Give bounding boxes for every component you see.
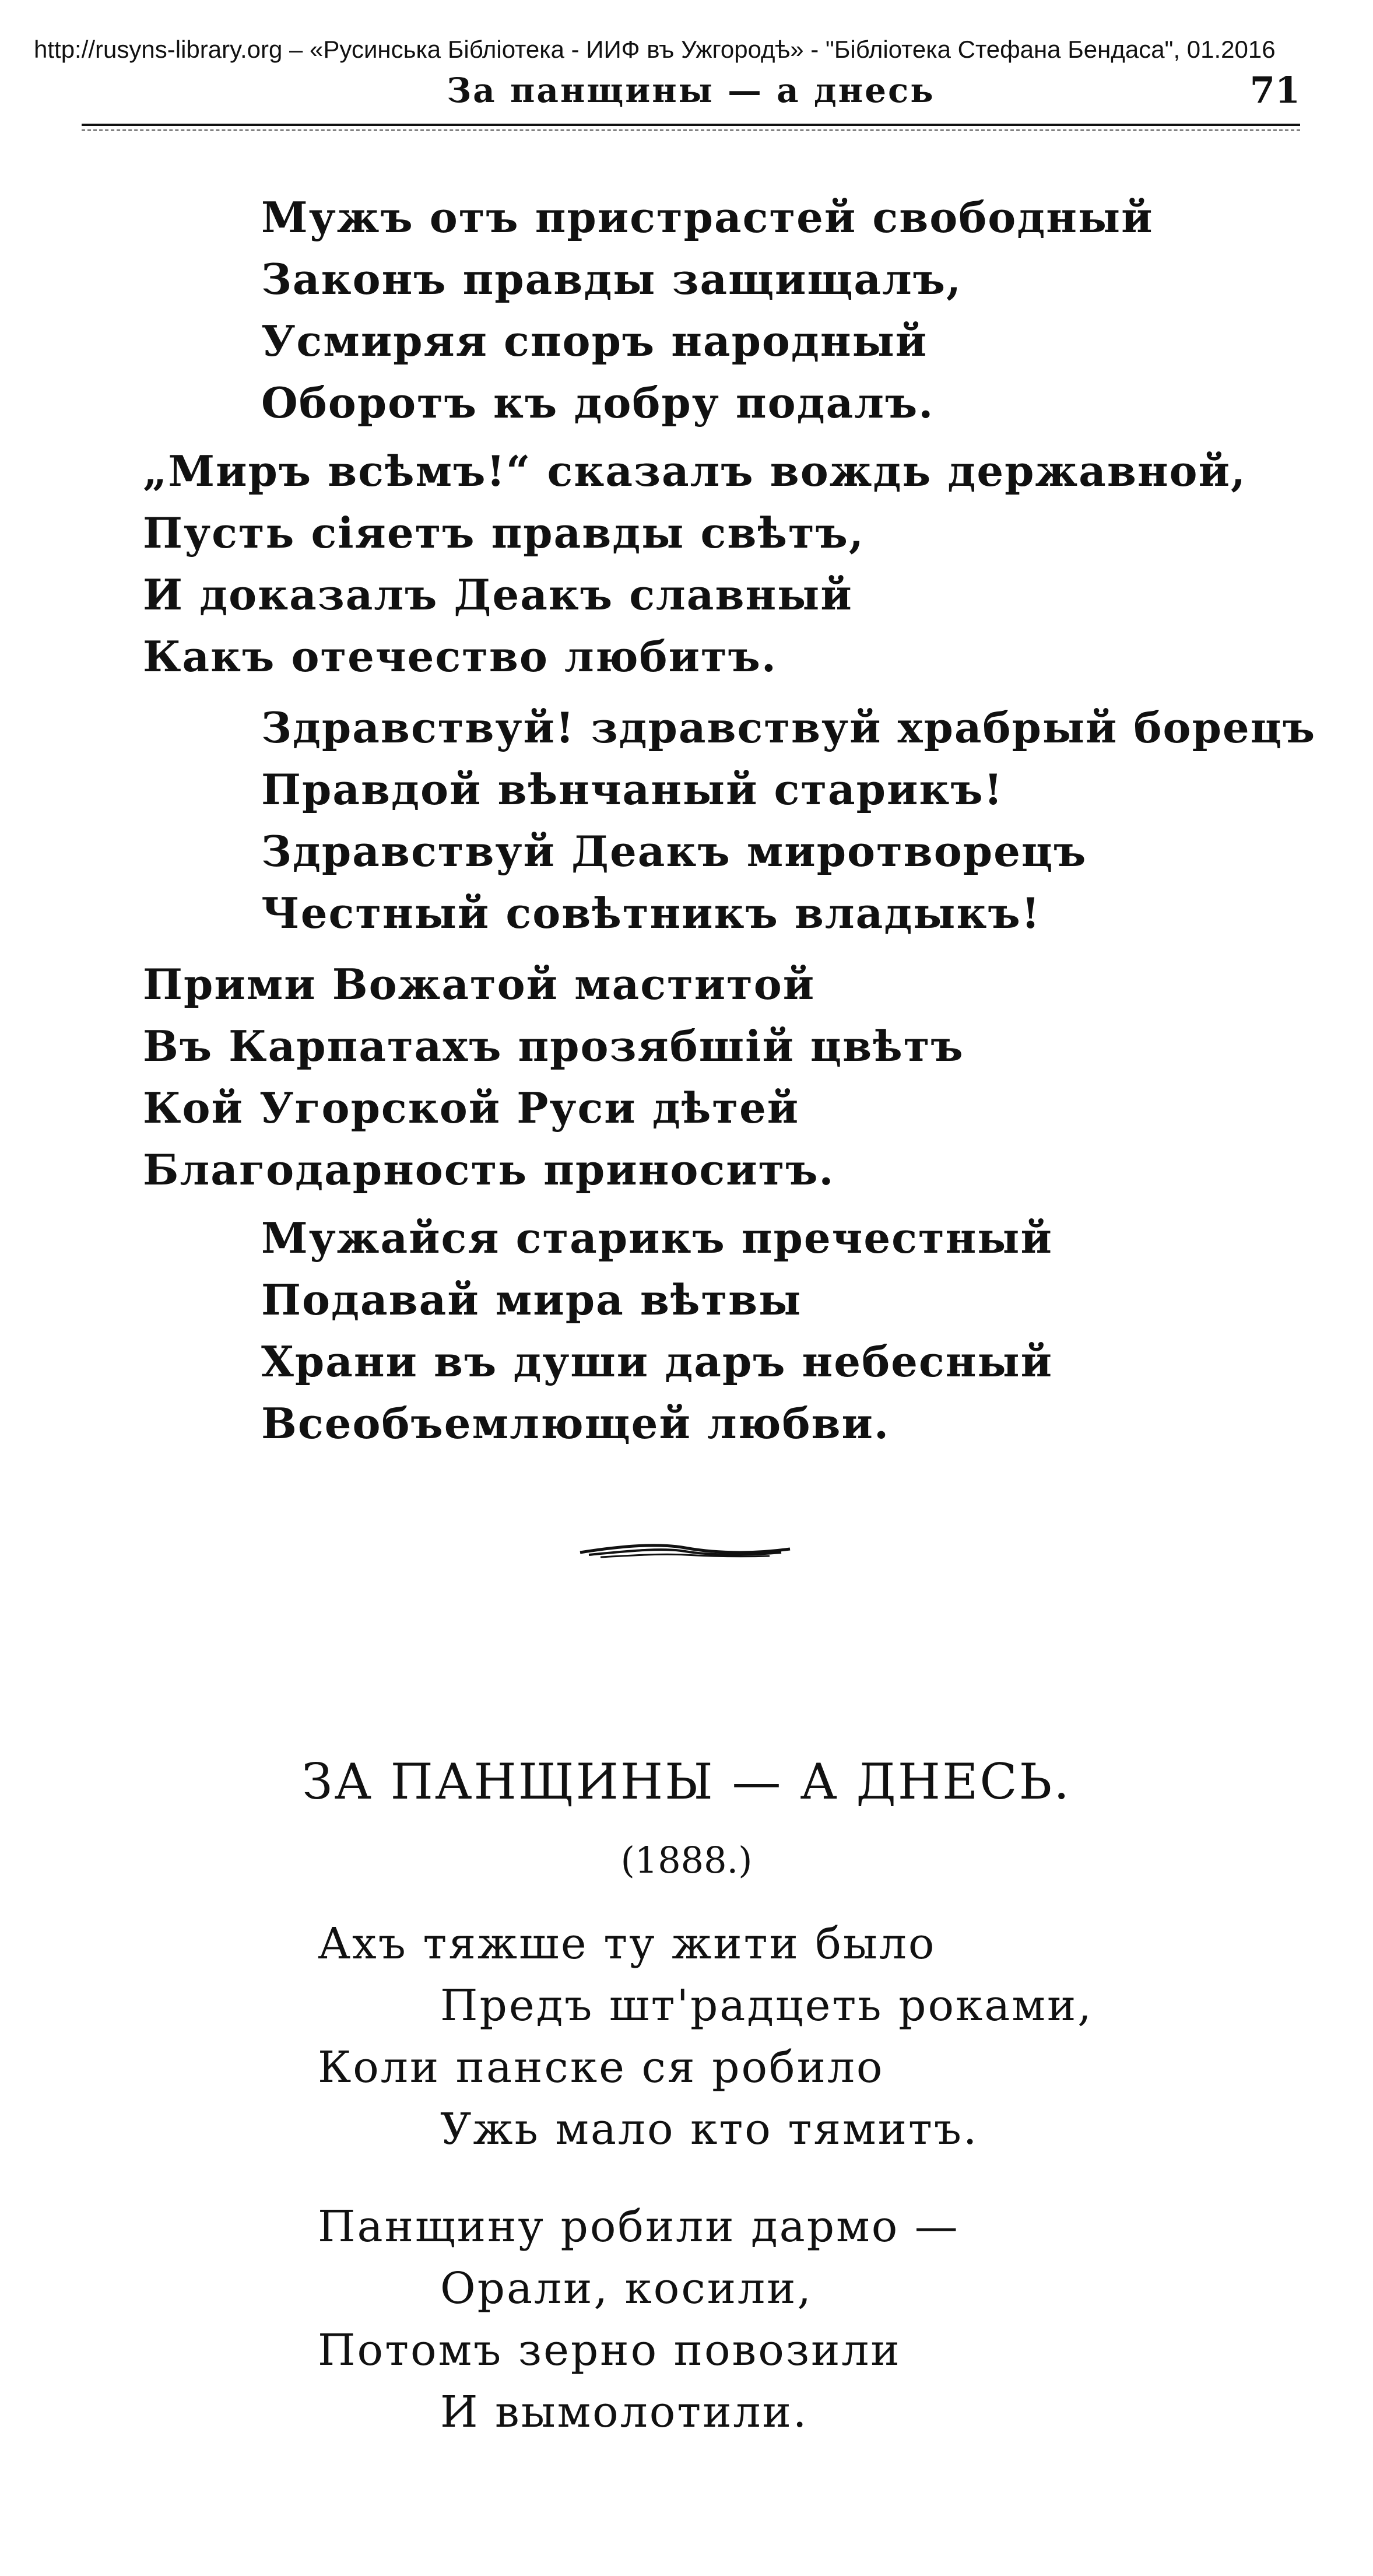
verse-line: Панщину робили дармо — <box>318 2202 960 2252</box>
poem-year: (1888.) <box>620 1839 753 1881</box>
verse-line: Коли панске ся робило <box>318 2042 884 2093</box>
verse-line: Законъ правды защищалъ, <box>261 254 963 304</box>
poem2-stanza-2 <box>318 2196 960 2443</box>
poem1-stanza-3 <box>261 697 1316 944</box>
poem1-stanza-4 <box>143 954 964 1201</box>
verse-line: Въ Карпатахъ прозябшій цвѣтъ <box>143 1021 964 1071</box>
poem1-stanza-2 <box>143 440 1246 688</box>
verse-line: Какъ отечество любитъ. <box>143 632 777 681</box>
verse-line: Кой Угорской Руси дѣтей <box>143 1083 800 1133</box>
verse-line: Всеобъемлющей любви. <box>261 1399 890 1448</box>
running-head-title: За панщины — а днесь <box>447 71 935 110</box>
verse-line: „Миръ всѣмъ!“ сказалъ вождь державной, <box>143 446 1247 496</box>
page-number: 71 <box>1249 69 1300 111</box>
verse-line: Ужь мало кто тямитъ. <box>440 2104 979 2154</box>
header-rule <box>82 124 1300 126</box>
verse-line: Орали, косили, <box>440 2263 813 2314</box>
poem2-stanza-1 <box>318 1913 1093 2160</box>
verse-line: Мужъ отъ пристрастей свободный <box>261 192 1154 242</box>
source-attribution: http://rusyns-library.org – «Русинська Бібліотека - ИИФ въ Ужгородѣ» - "Бібліотека Стефана Бендаса", 01.2016 <box>34 36 1276 63</box>
verse-line: И доказалъ Деакъ славный <box>143 570 853 619</box>
poem1-stanza-1 <box>261 187 1154 434</box>
verse-line: Мужайся старикъ пречестный <box>261 1213 1053 1263</box>
header-rule-dashed <box>82 129 1300 131</box>
verse-line: Храни въ души даръ небесный <box>261 1337 1054 1386</box>
verse-line: Ахъ тяжше ту жити было <box>318 1919 936 1969</box>
poem1-stanza-5 <box>261 1207 1053 1455</box>
verse-line: Здравствуй! здравствуй храбрый борецъ <box>261 703 1316 752</box>
verse-line: Здравствуй Деакъ миротворецъ <box>261 826 1087 876</box>
verse-line: Прими Вожатой маститой <box>143 959 816 1009</box>
verse-line: Предъ шт'радцеть роками, <box>440 1981 1093 2031</box>
verse-line: Пусть сіяетъ правды свѣтъ, <box>143 508 865 558</box>
verse-line: И вымолотили. <box>440 2387 809 2437</box>
verse-line: Усмиряя споръ народный <box>261 316 928 366</box>
section-divider-ornament <box>577 1540 793 1563</box>
verse-line: Правдой вѣнчаный старикъ! <box>261 765 1004 814</box>
verse-line: Подавай мира вѣтвы <box>261 1275 802 1324</box>
verse-line: Благодарность приноситъ. <box>143 1145 835 1194</box>
poem-title: ЗА ПАНЩИНЫ — А ДНЕСЬ. <box>302 1753 1071 1810</box>
verse-line: Потомъ зерно повозили <box>318 2325 901 2375</box>
running-head <box>82 67 1300 114</box>
verse-line: Оборотъ къ добру подалъ. <box>261 378 935 427</box>
verse-line: Честный совѣтникъ владыкъ! <box>261 888 1041 938</box>
